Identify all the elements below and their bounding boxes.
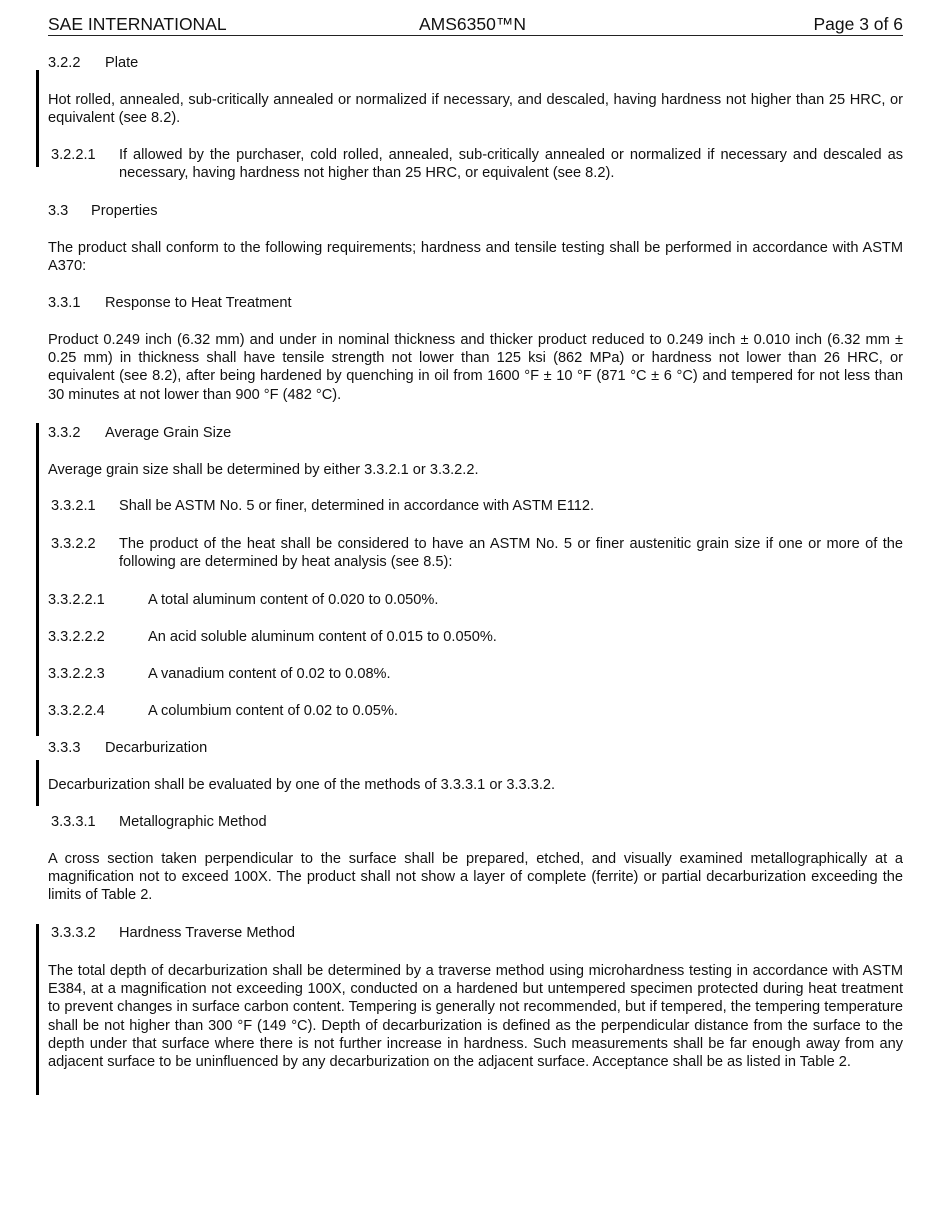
paragraph-3-3-3: Decarburization shall be evaluated by one of the methods of 3.3.3.1 or 3.3.3.2. (48, 777, 556, 793)
clause-number: 3.3.2.2.2 (48, 629, 105, 645)
clause-text: A total aluminum content of 0.020 to 0.050%. (148, 592, 439, 608)
section-heading-3-2-2 (48, 54, 903, 72)
clause-number: 3.3.2.1 (51, 498, 96, 514)
revision-bar (36, 423, 39, 736)
revision-bar (36, 70, 39, 167)
section-title: Decarburization (105, 740, 208, 756)
section-heading-3-3-1 (48, 294, 903, 312)
section-heading-3-3-3 (48, 739, 903, 757)
paragraph-3-3-3-2: The total depth of decarburization shall be determined by a traverse method using microhardness testing in accordance with ASTM E384, at a magnification not exceeding 100X, conducted on a hardened but untempered specimen protected during heat treatment to prevent changes in surface carbon content. Tempering is generally not recommended, but if tempered, the tempering temperature shall be not higher than 300 °F (149 °C). Depth of decarburization is defined as the perpendicular distance from the surface to the depth under that surface where there is not further increase in hardness. Such measurements shall be far enough away from any adjacent surface to be uninfluenced by any decarburization on the adjacent surface. Acceptance shall be as listed in Table 2. (48, 963, 903, 1071)
clause-number: 3.3.2.2.4 (48, 703, 105, 719)
paragraph-3-2-2: Hot rolled, annealed, sub-critically annealed or normalized if necessary, and descaled, having hardness not higher than 25 HRC, or equivalent (see 8.2). (48, 92, 903, 127)
section-number: 3.2.2 (48, 55, 81, 71)
clause-text: An acid soluble aluminum content of 0.015 to 0.050%. (148, 629, 497, 645)
clause-number: 3.3.2.2 (51, 536, 96, 552)
section-heading-3-3-2 (48, 424, 903, 442)
clause-3-3-2-1 (48, 497, 903, 515)
header-page-number: Page 3 of 6 (813, 14, 903, 34)
section-number: 3.3.3.1 (51, 814, 96, 830)
paragraph-3-3: The product shall conform to the following requirements; hardness and tensile testing shall be performed in accordance with ASTM A370: (48, 240, 903, 275)
section-title: Metallographic Method (119, 814, 267, 830)
clause-3-3-2-2-1 (48, 591, 903, 609)
header-document-number: AMS6350™N (419, 14, 526, 34)
clause-3-3-2-2-4 (48, 702, 903, 720)
section-title: Hardness Traverse Method (119, 925, 296, 941)
section-number: 3.3 (48, 203, 69, 219)
clause-3-2-2-1 (48, 146, 903, 182)
section-title: Properties (91, 203, 158, 219)
section-heading-3-3-3-2 (48, 924, 903, 942)
revision-bar (36, 760, 39, 806)
section-number: 3.3.3 (48, 740, 81, 756)
revision-bar (36, 924, 39, 1095)
clause-3-3-2-2-3 (48, 665, 903, 683)
paragraph-3-3-1: Product 0.249 inch (6.32 mm) and under in nominal thickness and thicker product reduced to 0.249 inch ± 0.010 inch (6.32 mm ± 0.25 mm) in thickness shall have tensile strength not lower than 125 ksi (862 MPa) or hardness not lower than 26 HRC, or equivalent (see 8.2), after being hardened by quenching in oil from 1600 °F ± 10 °F (871 °C ± 6 °C) and tempered for not less than 30 minutes at not lower than 900 °F (482 °C). (48, 332, 903, 403)
clause-number: 3.3.2.2.3 (48, 666, 105, 682)
clause-number: 3.2.2.1 (51, 147, 96, 163)
page-header (48, 13, 903, 36)
section-title: Response to Heat Treatment (105, 295, 292, 311)
section-heading-3-3 (48, 202, 903, 220)
clause-text: Shall be ASTM No. 5 or finer, determined in accordance with ASTM E112. (119, 498, 595, 514)
section-number: 3.3.2 (48, 425, 81, 441)
section-number: 3.3.3.2 (51, 925, 96, 941)
clause-3-3-2-2 (48, 535, 903, 571)
section-number: 3.3.1 (48, 295, 81, 311)
clause-text: The product of the heat shall be considered to have an ASTM No. 5 or finer austenitic grain size if one or more of the following are determined by heat analysis (see 8.5): (119, 536, 903, 571)
section-title: Plate (105, 55, 139, 71)
paragraph-3-3-3-1: A cross section taken perpendicular to the surface shall be prepared, etched, and visually examined metallographically at a magnification not to exceed 100X. The product shall not show a layer of complete (ferrite) or partial decarburization exceeding the limits of Table 2. (48, 851, 903, 904)
header-organization: SAE INTERNATIONAL (48, 14, 227, 34)
paragraph-3-3-2: Average grain size shall be determined by either 3.3.2.1 or 3.3.2.2. (48, 462, 479, 478)
clause-text: If allowed by the purchaser, cold rolled, annealed, sub-critically annealed or normalized if necessary and descaled as necessary, having hardness not higher than 25 HRC, or equivalent (see 8.2). (119, 147, 903, 182)
clause-text: A vanadium content of 0.02 to 0.08%. (148, 666, 391, 682)
clause-text: A columbium content of 0.02 to 0.05%. (148, 703, 398, 719)
section-title: Average Grain Size (105, 425, 232, 441)
clause-number: 3.3.2.2.1 (48, 592, 105, 608)
clause-3-3-2-2-2 (48, 628, 903, 646)
section-heading-3-3-3-1 (48, 813, 903, 831)
